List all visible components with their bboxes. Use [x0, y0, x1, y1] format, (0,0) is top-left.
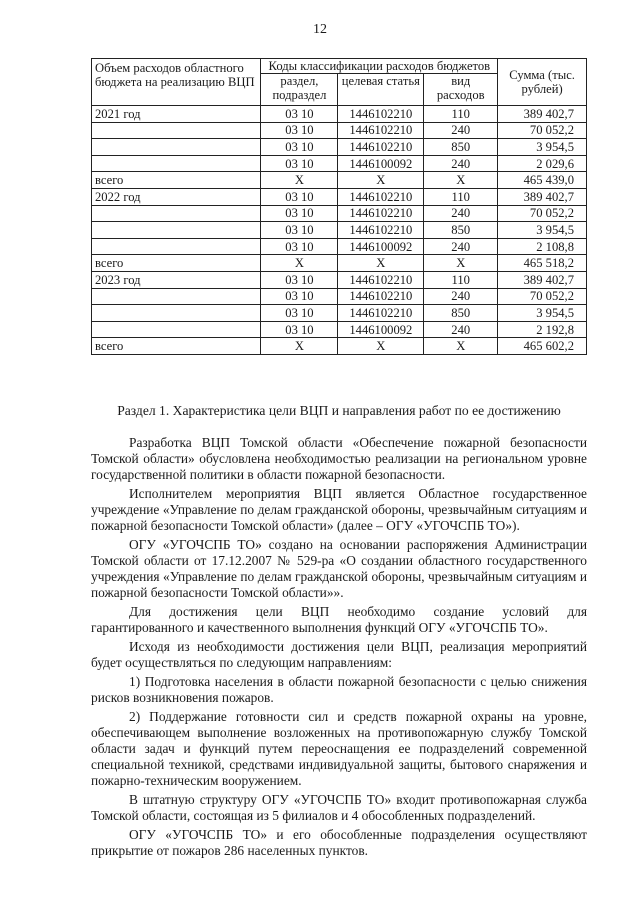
paragraph: 1) Подготовка населения в области пожарной безопасности с целью снижения рисков возникновения пожаров.: [91, 674, 587, 705]
paragraph: ОГУ «УГОЧСПБ ТО» и его обособленные подразделения осуществляют прикрытие от пожаров 286 населенных пунктов.: [91, 827, 587, 858]
cell-vid: 850: [424, 222, 498, 239]
cell-sum: 3 954,5: [498, 222, 587, 239]
cell-stat: 1446102210: [338, 122, 424, 139]
cell-vid: 240: [424, 288, 498, 305]
paragraph: Исполнителем мероприятия ВЦП является Областное государственное учреждение «Управление по делам гражданской обороны, чрезвычайным ситуациям и пожарной безопасности Томской области» (далее – ОГУ «УГОЧСПБ ТО»).: [91, 486, 587, 533]
header-vid: вид расходов: [424, 74, 498, 106]
paragraph: Разработка ВЦП Томской области «Обеспечение пожарной безопасности Томской области» обусловлена необходимостью реализации на региональном уровне государственной политики в области пожарной безопасности.: [91, 435, 587, 482]
cell-stat: X: [338, 255, 424, 272]
budget-table: [91, 58, 587, 355]
cell-vid: 240: [424, 205, 498, 222]
cell-sum: 3 954,5: [498, 305, 587, 322]
paragraph: 2) Поддержание готовности сил и средств пожарной охраны на уровне, обеспечивающем выполнение возложенных на противопожарную службу Томской области задач и функций путем переоснащения ее подразделений современной специальной техникой, средствами индивидуальной защиты, бытового снаряжения и пожарно-техническим вооружением.: [91, 709, 587, 788]
cell-razdel: 03 10: [261, 155, 338, 172]
cell-razdel: 03 10: [261, 321, 338, 338]
cell-razdel: 03 10: [261, 188, 338, 205]
cell-sum: 2 108,8: [498, 238, 587, 255]
cell-vid: 240: [424, 238, 498, 255]
cell-vid: X: [424, 255, 498, 272]
table-row: [92, 139, 587, 156]
cell-label: [92, 222, 261, 239]
table-row: [92, 305, 587, 322]
cell-vid: X: [424, 338, 498, 355]
cell-vid: 850: [424, 305, 498, 322]
cell-stat: 1446100092: [338, 321, 424, 338]
cell-vid: X: [424, 172, 498, 189]
header-sum: Сумма (тыс. рублей): [498, 59, 587, 106]
cell-sum: 389 402,7: [498, 106, 587, 123]
table-row: [92, 205, 587, 222]
cell-label: [92, 288, 261, 305]
cell-vid: 240: [424, 155, 498, 172]
cell-vid: 240: [424, 122, 498, 139]
table-row: [92, 321, 587, 338]
cell-label: [92, 122, 261, 139]
paragraph: ОГУ «УГОЧСПБ ТО» создано на основании распоряжения Администрации Томской области от 17.12.2007 № 529-ра «О создании областного государственного учреждения «Управление по делам гражданской обороны, чрезвычайным ситуациям и пожарной безопасности Томской области»».: [91, 537, 587, 600]
cell-label: [92, 238, 261, 255]
cell-stat: 1446100092: [338, 155, 424, 172]
cell-label: [92, 155, 261, 172]
cell-sum: 465 602,2: [498, 338, 587, 355]
cell-sum: 2 029,6: [498, 155, 587, 172]
cell-stat: 1446102210: [338, 305, 424, 322]
cell-sum: 2 192,8: [498, 321, 587, 338]
cell-stat: 1446102210: [338, 139, 424, 156]
header-volume: Объем расходов областного бюджета на реализацию ВЦП: [92, 59, 261, 106]
table-row: [92, 188, 587, 205]
cell-label: 2021 год: [92, 106, 261, 123]
table-row: [92, 271, 587, 288]
table-row: [92, 255, 587, 272]
cell-vid: 110: [424, 106, 498, 123]
cell-razdel: X: [261, 172, 338, 189]
table-row: [92, 155, 587, 172]
cell-vid: 850: [424, 139, 498, 156]
cell-razdel: 03 10: [261, 288, 338, 305]
cell-label: всего: [92, 338, 261, 355]
cell-sum: 70 052,2: [498, 122, 587, 139]
cell-stat: 1446102210: [338, 271, 424, 288]
header-codes: Коды классификации расходов бюджетов: [261, 59, 498, 74]
cell-stat: 1446102210: [338, 205, 424, 222]
cell-stat: 1446102210: [338, 222, 424, 239]
cell-razdel: 03 10: [261, 139, 338, 156]
cell-stat: 1446102210: [338, 106, 424, 123]
cell-sum: 465 518,2: [498, 255, 587, 272]
cell-sum: 3 954,5: [498, 139, 587, 156]
cell-razdel: 03 10: [261, 271, 338, 288]
cell-vid: 110: [424, 271, 498, 288]
page-number: 12: [313, 22, 327, 37]
paragraph: В штатную структуру ОГУ «УГОЧСПБ ТО» входит противопожарная служба Томской области, состоящая из 5 филиалов и 4 обособленных подразделений.: [91, 792, 587, 823]
header-razdel: раздел, подраздел: [261, 74, 338, 106]
paragraph: Для достижения цели ВЦП необходимо создание условий для гарантированного и качественного выполнения функций ОГУ «УГОЧСПБ ТО».: [91, 604, 587, 635]
cell-label: [92, 305, 261, 322]
table-row: [92, 238, 587, 255]
table-row: [92, 106, 587, 123]
table-row: [92, 122, 587, 139]
cell-label: всего: [92, 172, 261, 189]
cell-razdel: 03 10: [261, 305, 338, 322]
paragraph: Исходя из необходимости достижения цели ВЦП, реализация мероприятий будет осуществляться по следующим направлениям:: [91, 639, 587, 670]
cell-stat: X: [338, 338, 424, 355]
cell-razdel: 03 10: [261, 238, 338, 255]
cell-stat: X: [338, 172, 424, 189]
cell-razdel: 03 10: [261, 222, 338, 239]
cell-sum: 389 402,7: [498, 188, 587, 205]
cell-stat: 1446102210: [338, 188, 424, 205]
cell-stat: 1446100092: [338, 238, 424, 255]
cell-sum: 465 439,0: [498, 172, 587, 189]
cell-label: [92, 139, 261, 156]
cell-label: [92, 321, 261, 338]
cell-stat: 1446102210: [338, 288, 424, 305]
header-stat: целевая статья: [338, 74, 424, 106]
body-text: [91, 435, 587, 862]
table-row: [92, 172, 587, 189]
cell-label: всего: [92, 255, 261, 272]
cell-vid: 240: [424, 321, 498, 338]
cell-label: 2023 год: [92, 271, 261, 288]
cell-razdel: X: [261, 255, 338, 272]
table-row: [92, 288, 587, 305]
cell-sum: 70 052,2: [498, 205, 587, 222]
cell-razdel: 03 10: [261, 106, 338, 123]
cell-label: 2022 год: [92, 188, 261, 205]
cell-sum: 70 052,2: [498, 288, 587, 305]
cell-razdel: 03 10: [261, 205, 338, 222]
table-row: [92, 222, 587, 239]
cell-razdel: X: [261, 338, 338, 355]
cell-sum: 389 402,7: [498, 271, 587, 288]
cell-vid: 110: [424, 188, 498, 205]
cell-razdel: 03 10: [261, 122, 338, 139]
section-heading: Раздел 1. Характеристика цели ВЦП и направления работ по ее достижению: [117, 403, 561, 418]
table-body: [92, 106, 587, 355]
table-row: [92, 338, 587, 355]
cell-label: [92, 205, 261, 222]
